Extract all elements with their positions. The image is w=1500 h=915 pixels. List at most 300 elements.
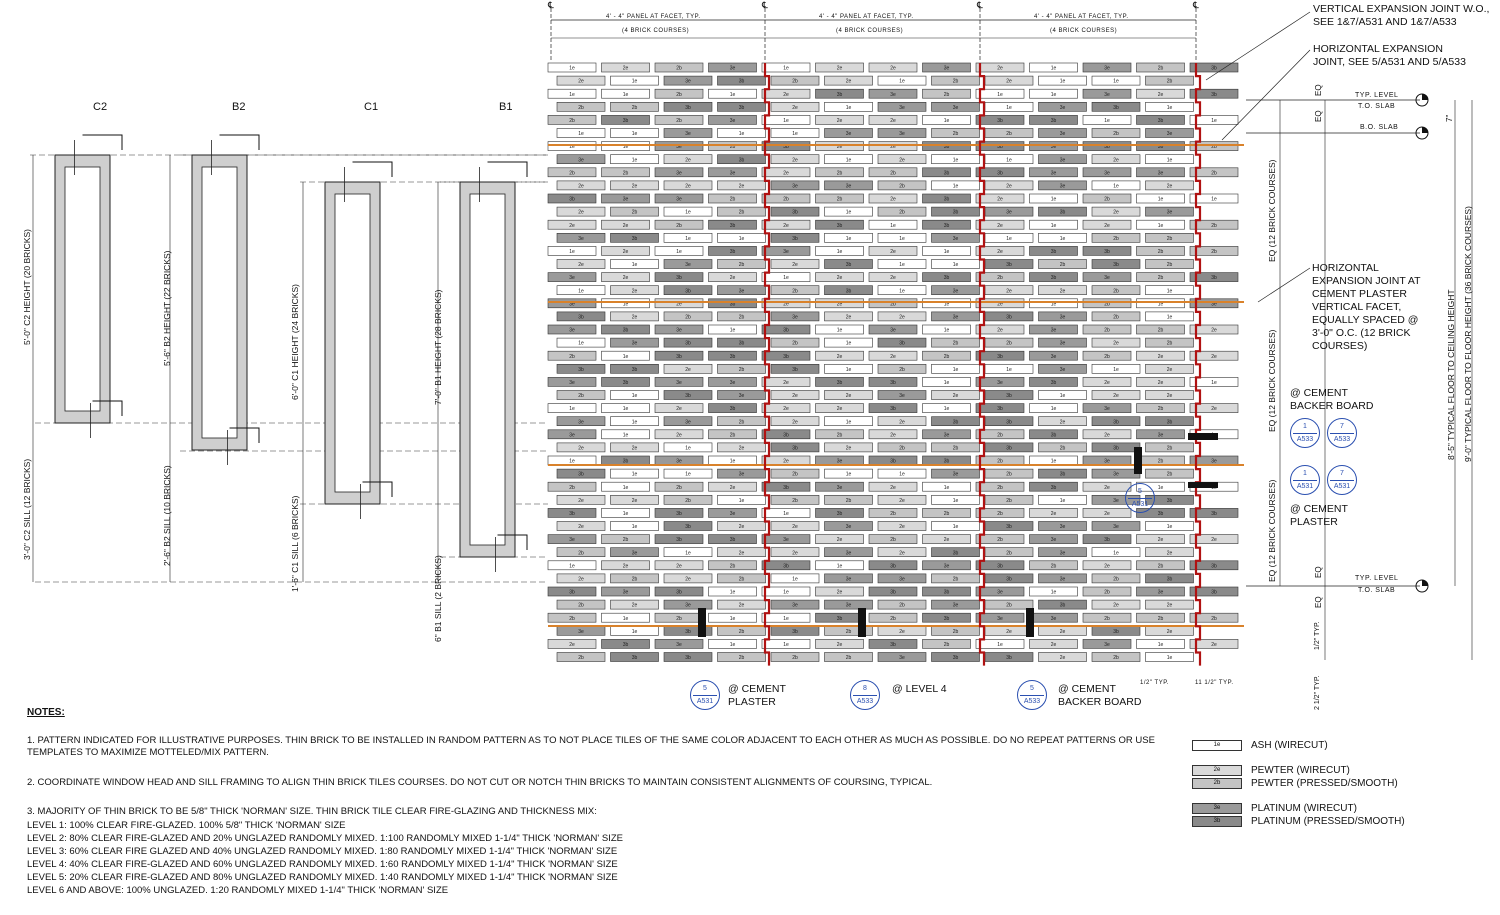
brick-code: 3b [1104, 537, 1110, 544]
c1-height-dim: 6'-0" C1 HEIGHT (24 BRICKS) [290, 284, 300, 400]
brick-code: 2e [738, 524, 745, 531]
brick-code: 3b [1157, 511, 1164, 517]
brick-code: 3b [685, 393, 691, 400]
brick-code: 2b [729, 196, 736, 203]
brick-code: 1e [1006, 235, 1012, 242]
brick-code: 3e [1104, 406, 1110, 413]
brick-code: 2b [997, 484, 1003, 491]
brick-code: 2b [943, 511, 950, 517]
brick-code: 3b [792, 366, 798, 373]
level-typ-top: TYP. LEVEL [1355, 92, 1399, 99]
brick-code: 1e [569, 65, 575, 72]
brick-code: 2b [890, 301, 896, 308]
brick-code: 1e [685, 550, 691, 557]
brick-code: 2b [631, 576, 638, 583]
brick-code: 2e [899, 550, 905, 557]
two-half-typ-vertical: 2 1/2" TYP. [1314, 675, 1321, 710]
brick-code: 3e [1050, 615, 1057, 622]
brick-code: 1e [729, 642, 736, 648]
brick-code: 3b [685, 288, 691, 295]
brick-code: 3b [1113, 628, 1119, 635]
brick-code: 3b [685, 340, 691, 347]
brick-code: 1e [1166, 157, 1173, 164]
brick-code: 2e [845, 445, 852, 452]
brick-code: 2b [738, 628, 745, 635]
brick-code: 3b [943, 170, 950, 177]
brick-code: 1e [1113, 78, 1119, 85]
brick-code: 3e [783, 249, 789, 255]
centerline-symbol: ℄ [977, 0, 983, 10]
brick-code: 3e [685, 262, 691, 269]
brick-code: 2e [890, 275, 896, 282]
brick-code: 2e [578, 262, 584, 269]
brick-code: 3b [943, 589, 950, 596]
brick-code: 3e [836, 484, 843, 491]
brick-code: 1e [783, 615, 789, 622]
brick-code: 2b [578, 104, 584, 111]
brick-code: 1e [1157, 484, 1164, 491]
brick-code: 2e [783, 406, 789, 413]
brick-code: 3e [685, 419, 691, 426]
brick-code: 2b [729, 144, 736, 151]
brick-code: 2e [792, 104, 798, 111]
detail-tag[interactable]: 1 A533 [1290, 418, 1320, 448]
brick-code: 2e [1211, 642, 1217, 648]
brick-code: 1e [622, 615, 629, 622]
legend-label-pewter-pressed: PEWTER (PRESSED/SMOOTH) [1251, 778, 1398, 789]
brick-code: 2b [1104, 327, 1110, 334]
brick-code: 3e [738, 471, 745, 478]
brick-code: 2e [685, 157, 691, 164]
brick-code: 2b [1157, 65, 1164, 72]
brick-code: 3e [729, 65, 736, 72]
brick-code: 3e [1104, 275, 1110, 282]
slab-seven-inch: 7" [1445, 114, 1454, 122]
brick-code: 3b [622, 458, 629, 465]
floor-to-ceiling-dim: 8'-5" TYPICAL FLOOR TO CEILING HEIGHT [1446, 289, 1456, 460]
brick-code: 3b [1211, 511, 1217, 517]
brick-code: 3b [952, 550, 959, 557]
brick-code: 1e [622, 484, 629, 491]
brick-code: 3b [729, 249, 736, 255]
detail-tag[interactable]: 7 A533 [1327, 418, 1357, 448]
brick-code: 2b [685, 314, 691, 321]
brick-code: 3b [943, 196, 950, 203]
b1-sill-dim: 6" B1 SILL (2 BRICKS) [433, 555, 443, 642]
brick-code: 2e [1166, 183, 1173, 190]
brick-code: 1e [578, 131, 584, 138]
brick-code: 3b [685, 655, 691, 662]
brick-code: 2b [578, 550, 584, 557]
panel-header-3-line2: (4 BRICK COURSES) [1050, 28, 1118, 34]
brick-code: 2e [1104, 432, 1110, 439]
brick-code: 3e [578, 628, 584, 635]
brick-code: 2b [676, 615, 682, 622]
brick-code: 3e [676, 458, 682, 465]
brick-code: 2b [943, 642, 950, 648]
brick-code: 3b [569, 511, 575, 517]
detail-tag[interactable]: 1 A531 [1290, 465, 1320, 495]
brick-code: 1e [997, 642, 1003, 648]
brick-code: 2b [952, 340, 959, 347]
brick-code: 2b [569, 484, 575, 491]
brick-code: 2b [1104, 353, 1110, 360]
detail-tag[interactable]: 5 A533 [1017, 680, 1047, 710]
brick-code: 3e [1050, 327, 1057, 334]
brick-code: 3e [569, 275, 575, 282]
brick-code: 2e [1166, 602, 1173, 609]
brick-code: 3b [952, 655, 959, 662]
eq-top-2: EQ [1314, 110, 1323, 122]
brick-code: 1e [1113, 550, 1119, 557]
brick-code: 1e [729, 615, 736, 622]
brick-code: 1e [738, 497, 745, 504]
brick-code: 3b [1006, 314, 1012, 321]
brick-code: 2b [1166, 445, 1173, 452]
brick-code: 3b [943, 144, 950, 151]
brick-code: 1e [1211, 196, 1217, 203]
brick-code: 3e [1104, 642, 1110, 648]
brick-code: 2b [676, 118, 682, 124]
brick-code: 3b [622, 327, 629, 334]
b2-height-dim: 5'-6" B2 HEIGHT (22 BRICKS) [162, 250, 172, 366]
brick-code: 1e [676, 249, 682, 255]
brick-code: 1e [899, 471, 905, 478]
brick-code: 1e [952, 262, 959, 269]
note-level-6: LEVEL 6 AND ABOVE: 100% UNGLAZED. 1:20 RANDOMLY MIXED 1-1/4" THICK 'NORMAN' SIZE [27, 885, 449, 896]
brick-code: 2e [836, 144, 843, 151]
brick-code: 2b [845, 497, 852, 504]
brick-code: 3b [685, 104, 691, 111]
brick-code: 3b [783, 327, 789, 334]
brick-code: 3e [952, 602, 959, 609]
b1-height-dim: 7'-0" B1 HEIGHT (28 BRICKS) [433, 289, 443, 405]
brick-code: 3e [1050, 353, 1057, 360]
brick-code: 3e [1113, 497, 1119, 504]
c2-height-dim: 5'-0" C2 HEIGHT (20 BRICKS) [22, 229, 32, 345]
brick-code: 2b [1104, 301, 1110, 308]
brick-code: 3b [783, 353, 789, 360]
brick-code: 3e [845, 131, 852, 138]
brick-code: 3b [1113, 104, 1119, 111]
brick-code: 3e [899, 104, 905, 111]
brick-code: 3b [890, 589, 896, 596]
panel-header-2-line1: 4' - 4" PANEL AT FACET, TYP. [819, 14, 914, 20]
callout-cement-plaster-right: @ CEMENT PLASTER [1290, 503, 1348, 528]
joint-bar [698, 608, 706, 637]
brick-code: 3b [1166, 497, 1173, 504]
brick-code: 3e [1157, 589, 1164, 596]
legend-swatch-pewter-pressed: 2b [1192, 778, 1242, 789]
brick-code: 2e [631, 288, 638, 295]
brick-code: 3b [952, 209, 959, 216]
level-to-slab-top: T.O. SLAB [1358, 103, 1396, 110]
brick-code: 2e [792, 262, 798, 269]
brick-code: 2e [1104, 563, 1110, 570]
brick-code: 2e [997, 196, 1003, 203]
brick-code: 1e [631, 131, 638, 138]
brick-code: 2b [1157, 615, 1164, 622]
brick-code: 2e [783, 222, 789, 229]
level-typ-bottom: TYP. LEVEL [1355, 575, 1399, 582]
brick-code: 2b [1006, 131, 1012, 138]
panel-header-3-line1: 4' - 4" PANEL AT FACET, TYP. [1034, 14, 1129, 20]
brick-code: 2b [1113, 235, 1119, 242]
brick-code: 2e [685, 576, 691, 583]
brick-code: 2b [676, 65, 682, 72]
window-label-c2: C2 [93, 101, 108, 113]
brick-code: 3e [1059, 576, 1066, 583]
brick-code: 3e [622, 196, 629, 203]
brick-code: 2e [836, 301, 843, 308]
brick-code: 3e [943, 563, 950, 570]
brick-code: 3e [738, 393, 745, 400]
brick-code: 1e [899, 78, 905, 85]
brick-code: 2b [792, 471, 798, 478]
detail-tag[interactable]: 7 A531 [1327, 465, 1357, 495]
brick-code: 2e [578, 497, 584, 504]
half-typ-vertical: 1/2" TYP. [1314, 621, 1321, 650]
brick-code: 3e [952, 288, 959, 295]
brick-code: 3b [997, 406, 1003, 413]
brick-code: 2e [631, 314, 638, 321]
brick-code: 1e [783, 118, 789, 124]
brick-code: 2e [890, 196, 896, 203]
brick-code: 1e [1050, 65, 1057, 72]
brick-code: 3b [783, 432, 789, 439]
brick-code: 1e [1157, 301, 1164, 308]
brick-code: 3e [729, 511, 736, 517]
detail-tag[interactable]: 5 A531 [690, 680, 720, 710]
bottom-tag-label-3: @ CEMENT BACKER BOARD [1058, 683, 1142, 708]
brick-code: 3b [890, 563, 896, 570]
brick-code: 3b [1157, 144, 1164, 151]
brick-code: 2e [845, 393, 852, 400]
brick-code: 2b [1211, 615, 1217, 622]
brick-code: 3e [1059, 366, 1066, 373]
brick-code: 2b [997, 458, 1003, 465]
brick-code: 2b [836, 432, 843, 439]
eq-bottom-1: EQ [1314, 566, 1323, 578]
brick-code: 2b [997, 275, 1003, 282]
brick-code: 3b [676, 353, 682, 360]
brick-code: 2b [676, 91, 682, 98]
brick-code: 1e [631, 157, 638, 164]
brick-code: 2b [1006, 602, 1012, 609]
brick-code: 1e [578, 340, 584, 347]
brick-code: 1e [729, 91, 736, 98]
brick-code: 1e [845, 235, 852, 242]
note-1: 1. PATTERN INDICATED FOR ILLUSTRATIVE PURPOSES. THIN BRICK TO BE INSTALLED IN RANDOM PATTERN AS TO NOT PLACE TILES OF THE SAME COLOR ADJACENT TO EACH OTHER AS MUCH AS POSSIBLE. DO NO REPEAT PATTERNS OR USE TEMPLATES TO MAXIMIZE MOTTELED/MIX PATTERN. [27, 735, 1155, 758]
brick-code: 1e [943, 484, 950, 491]
brick-code: 3b [792, 235, 798, 242]
brick-code: 2e [890, 432, 896, 439]
brick-code: 2b [738, 262, 745, 269]
brick-code: 2e [631, 602, 638, 609]
c1-sill-dim: 1'-6" C1 SILL (6 BRICKS) [290, 495, 300, 592]
callout-horizontal-joint: HORIZONTAL EXPANSION JOINT, SEE 5/A531 AND 5/A533 [1313, 43, 1466, 68]
brick-code: 2e [1104, 380, 1110, 386]
brick-code: 3e [1157, 170, 1164, 177]
brick-code: 2e [685, 366, 691, 373]
brick-code: 3b [792, 628, 798, 635]
brick-code: 3e [1006, 209, 1012, 216]
brick-code: 2e [569, 642, 575, 648]
brick-code: 2b [1006, 340, 1012, 347]
brick-code: 2e [1104, 511, 1110, 517]
brick-code: 2b [1166, 262, 1173, 269]
brick-code: 2b [1059, 445, 1066, 452]
brick-code: 1e [569, 249, 575, 255]
brick-code: 2e [1113, 209, 1119, 216]
brick-code: 1e [845, 209, 852, 216]
brick-code: 2b [1104, 196, 1110, 203]
brick-code: 2e [890, 249, 896, 255]
brick-code: 2e [836, 642, 843, 648]
brick-code: 2e [1113, 340, 1119, 347]
brick-code: 3e [1104, 91, 1110, 98]
level-bo-slab: B.O. SLAB [1360, 124, 1399, 131]
brick-code: 1e [836, 249, 843, 255]
brick-code: 1e [1050, 91, 1057, 98]
brick-code: 2e [1006, 628, 1012, 635]
brick-code: 1e [1006, 104, 1012, 111]
brick-code: 2e [890, 353, 896, 360]
bottom-eleven-half-typ: 11 1/2" TYP. [1195, 680, 1234, 686]
detail-tag[interactable]: 8 A533 [850, 680, 880, 710]
brick-code: 2e [631, 497, 638, 504]
brick-code: 3b [738, 340, 745, 347]
joint-bar [1026, 608, 1034, 637]
brick-code: 2b [1113, 131, 1119, 138]
brick-code: 1e [1050, 222, 1057, 229]
brick-code: 3e [997, 589, 1003, 596]
brick-code: 1e [899, 262, 905, 269]
brick-code: 3b [631, 366, 638, 373]
legend-swatch-platinum-wirecut: 3e [1192, 803, 1242, 814]
note-2: 2. COORDINATE WINDOW HEAD AND SILL FRAMING TO ALIGN THIN BRICK TILES COURSES. DO NOT CUT OR NOTCH THIN BRICKS TO MAINTAIN CONSISTENT ALIGNMENTS OF COURSING, TYPICAL. [27, 777, 933, 788]
note-level-1: LEVEL 1: 100% CLEAR FIRE-GLAZED. 100% 5/8" THICK 'NORMAN' SIZE [27, 820, 346, 831]
brick-code: 2b [943, 353, 950, 360]
brick-code: 2e [622, 222, 629, 229]
brick-code: 2b [738, 419, 745, 426]
brick-code: 2e [578, 524, 584, 531]
brick-code: 1e [685, 235, 691, 242]
brick-code: 2b [1157, 327, 1164, 334]
brick-code: 1e [578, 288, 584, 295]
brick-code: 3e [845, 550, 852, 557]
brick-code: 3b [685, 524, 691, 531]
brick-code: 3b [729, 222, 736, 229]
brick-code: 1e [1166, 288, 1173, 295]
brick-code: 1e [792, 576, 798, 583]
brick-code: 2e [792, 550, 798, 557]
brick-code: 2e [792, 393, 798, 400]
brick-code: 1e [631, 524, 638, 531]
brick-code: 3b [943, 615, 950, 622]
brick-code: 2e [836, 589, 843, 596]
brick-code: 2e [836, 353, 843, 360]
brick-code: 3e [622, 589, 629, 596]
brick-code: 2b [631, 104, 638, 111]
brick-code: 2e [836, 118, 843, 124]
brick-code: 3b [783, 484, 789, 491]
centerline-symbol: ℄ [548, 0, 554, 10]
window-label-b2: B2 [232, 101, 246, 113]
brick-code: 2b [729, 432, 736, 439]
brick-code: 3b [1050, 249, 1057, 255]
brick-code: 2e [1211, 327, 1217, 334]
callout-cement-backer-board-right: @ CEMENT BACKER BOARD [1290, 387, 1374, 412]
brick-code: 1e [622, 301, 629, 308]
brick-code: 2e [899, 524, 905, 531]
brick-code: 3b [622, 118, 629, 124]
legend-label-platinum-wirecut: PLATINUM (WIRECUT) [1251, 803, 1357, 814]
brick-code: 3b [836, 511, 843, 517]
brick-code: 2e [1104, 222, 1110, 229]
brick-code: 1e [952, 157, 959, 164]
brick-code: 3e [890, 91, 896, 98]
brick-code: 2b [578, 655, 584, 662]
brick-code: 1e [845, 419, 852, 426]
brick-code: 3e [899, 393, 905, 400]
panel-header-1-line2: (4 BRICK COURSES) [622, 28, 690, 34]
detail-tag[interactable]: 5 A531 [1125, 483, 1155, 513]
brick-code: 3e [631, 340, 638, 347]
brick-code: 1e [1006, 366, 1012, 373]
brick-code: 1e [845, 104, 852, 111]
window-glazing [65, 167, 100, 411]
brick-code: 2b [1166, 471, 1173, 478]
brick-code: 3b [578, 314, 584, 321]
brick-code: 3b [899, 340, 905, 347]
brick-code: 3e [569, 432, 575, 439]
brick-code: 2e [1157, 380, 1164, 386]
brick-code: 3b [578, 366, 584, 373]
brick-code: 2e [676, 432, 682, 439]
brick-code: 1e [1113, 183, 1119, 190]
brick-code: 2e [890, 484, 896, 491]
brick-code: 1e [890, 222, 896, 229]
brick-code: 1e [1113, 366, 1119, 373]
brick-code: 3e [569, 301, 575, 308]
brick-code: 3b [1006, 393, 1012, 400]
level-marker-fill [1422, 127, 1428, 133]
brick-code: 2b [738, 209, 745, 216]
brick-code: 2e [738, 445, 745, 452]
brick-code: 3b [997, 563, 1003, 570]
brick-code: 2e [836, 406, 843, 413]
brick-code: 3b [890, 642, 896, 648]
brick-code: 2e [1166, 550, 1173, 557]
window-glazing [335, 194, 370, 492]
brick-code: 2e [578, 78, 584, 85]
brick-code: 1e [943, 406, 950, 413]
brick-code: 3e [1050, 537, 1057, 544]
brick-code: 2b [1006, 497, 1012, 504]
brick-code: 3b [890, 458, 896, 465]
brick-code: 1e [943, 118, 950, 124]
vertical-expansion-joint [980, 63, 984, 666]
brick-code: 3e [676, 170, 682, 177]
brick-code: 3b [997, 118, 1003, 124]
brick-code: 2e [1006, 183, 1012, 190]
brick-code: 3b [1157, 118, 1164, 124]
brick-code: 1e [569, 91, 575, 98]
brick-code: 3e [676, 196, 682, 203]
brick-code: 1e [943, 380, 950, 386]
brick-code: 1e [622, 91, 629, 98]
